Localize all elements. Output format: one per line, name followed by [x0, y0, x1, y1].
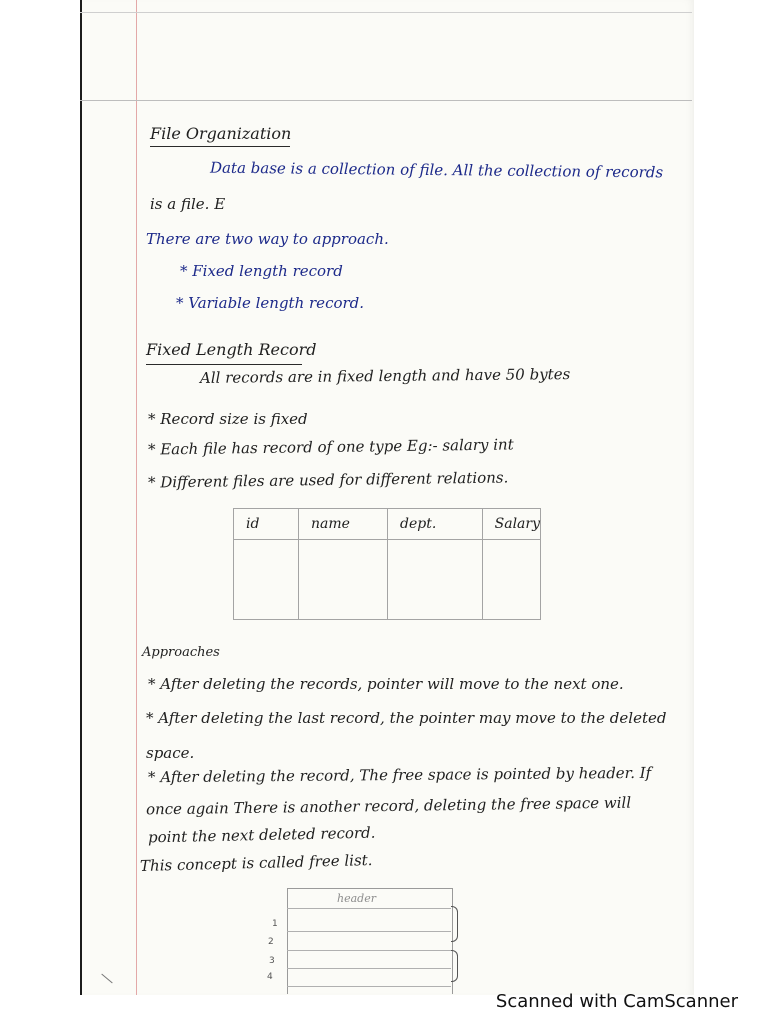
- column-header: dept.: [388, 509, 483, 540]
- bullet-each-file: * Each file has record of one type Eg:- salary int: [147, 435, 514, 459]
- free-list-row: [287, 908, 451, 909]
- header-rule: [80, 100, 692, 101]
- scanner-watermark: Scanned with CamScanner: [495, 991, 738, 1012]
- row-number: 1: [272, 919, 278, 929]
- table-cell: [482, 540, 540, 620]
- title-underline: [150, 146, 290, 147]
- bullet-fixed-length: * Fixed length record: [180, 262, 343, 280]
- fixed-title-underline: [146, 364, 302, 365]
- approach-3-line-1: * After deleting the record, The free space is pointed by header. If: [147, 763, 652, 787]
- file-organization-title: File Organization: [150, 124, 292, 143]
- table-cell: [388, 540, 483, 620]
- definition-line-2: is a file. E: [150, 195, 226, 213]
- bullet-different-files: * Different files are used for different relations.: [147, 468, 509, 492]
- approach-1: * After deleting the records, pointer will move to the next one.: [148, 675, 624, 693]
- free-list-row: [287, 931, 451, 932]
- column-header: id: [234, 509, 299, 540]
- fixed-length-title: Fixed Length Record: [146, 340, 317, 359]
- approaches-title: Approaches: [142, 645, 220, 660]
- pointer-arrow: [451, 906, 458, 942]
- row-number: 4: [267, 972, 273, 982]
- bullet-record-size: * Record size is fixed: [148, 410, 308, 428]
- top-rule: [80, 12, 692, 13]
- approach-2-line-1: * After deleting the last record, the pointer may move to the deleted: [146, 709, 667, 727]
- free-list-row: [287, 986, 451, 987]
- approach-intro: There are two way to approach.: [146, 230, 389, 248]
- approach-2-line-2: space.: [146, 744, 195, 762]
- column-header: Salary: [482, 509, 540, 540]
- margin-line: [136, 0, 137, 995]
- approach-3-line-3: point the next deleted record.: [147, 823, 376, 847]
- approach-3-line-2: once again There is another record, deleting the free space will: [145, 793, 632, 819]
- header-label: header: [337, 892, 376, 905]
- column-header: name: [298, 509, 387, 540]
- free-list-row: [287, 968, 451, 969]
- free-list-row: [287, 950, 451, 951]
- table-cell: [298, 540, 387, 620]
- bullet-variable-length: * Variable length record.: [176, 294, 365, 312]
- record-table: [233, 508, 541, 620]
- row-number: 2: [268, 937, 274, 947]
- table-cell: [234, 540, 299, 620]
- row-number: 3: [269, 956, 275, 966]
- pointer-arrow: [451, 950, 458, 982]
- fixed-length-desc: All records are in fixed length and have 50 bytes: [199, 365, 571, 387]
- free-list-conclusion: This concept is called free list.: [139, 850, 373, 876]
- definition-line-1: Data base is a collection of file. All the collection of records: [209, 158, 664, 182]
